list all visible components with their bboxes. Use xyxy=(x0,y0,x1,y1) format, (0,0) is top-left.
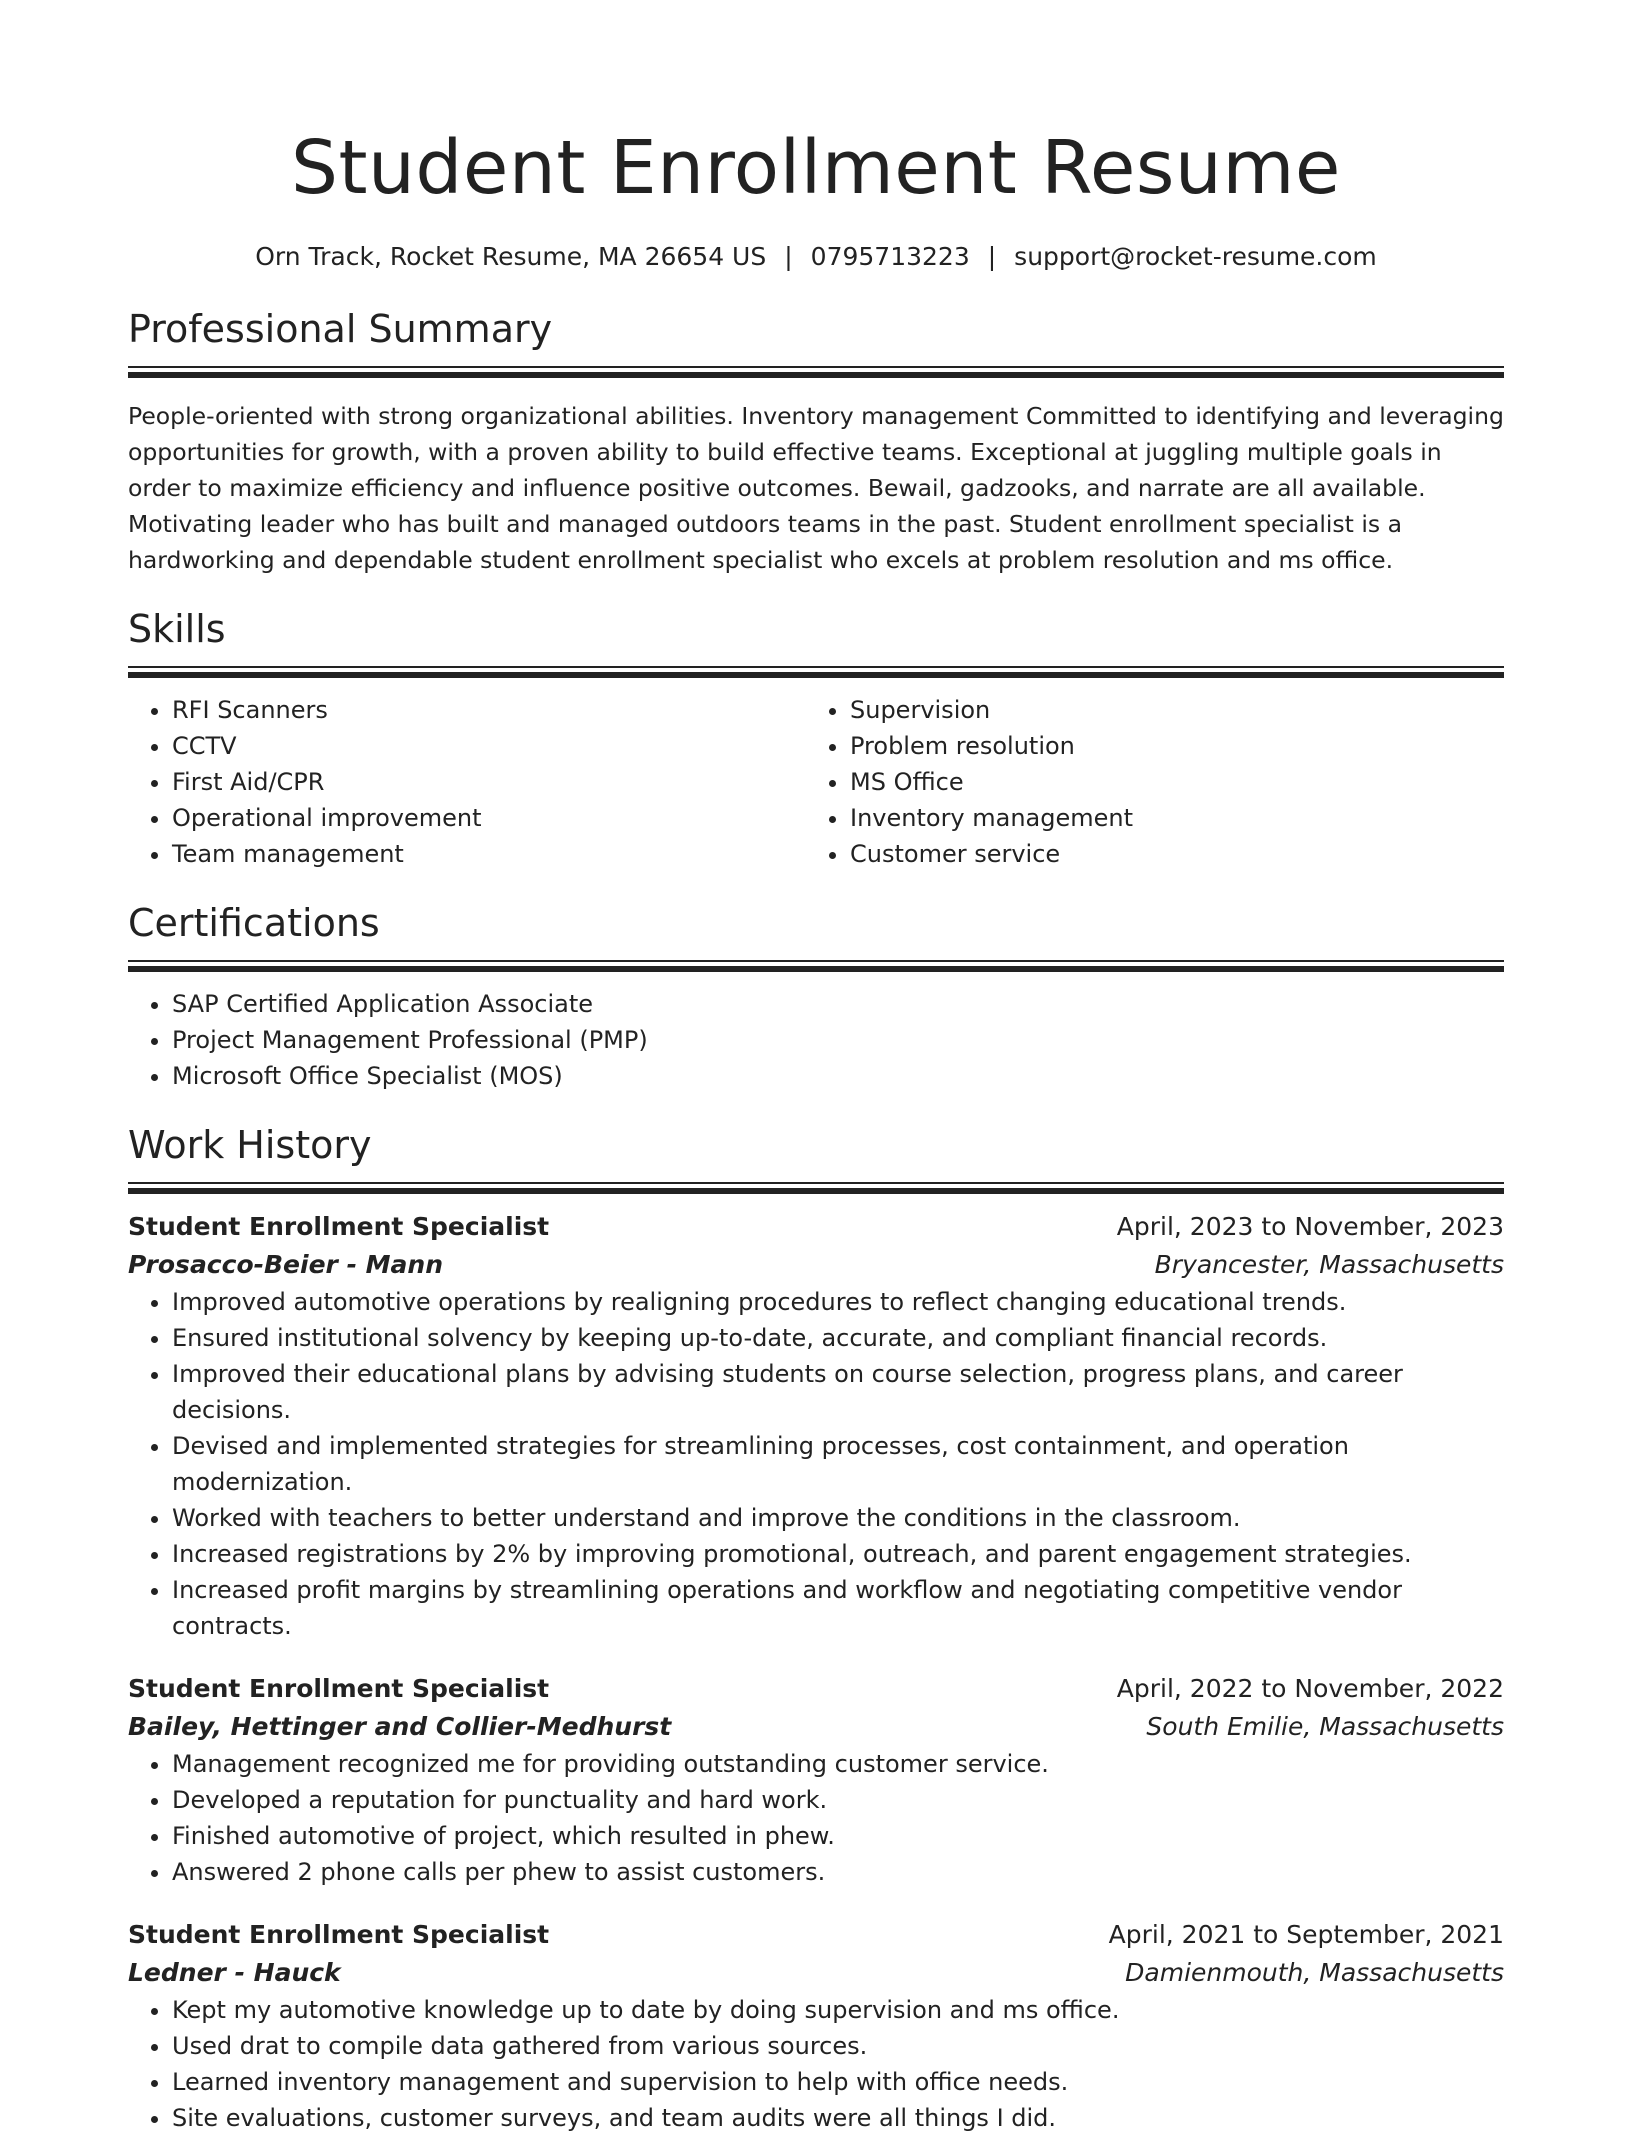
job-dates: April, 2022 to November, 2022 xyxy=(1116,1674,1504,1703)
job-dates: April, 2023 to November, 2023 xyxy=(1116,1212,1504,1241)
contact-separator: | xyxy=(784,242,793,271)
work-history-section xyxy=(128,1120,1504,2136)
skill-item: • Problem resolution xyxy=(850,728,1484,764)
section-heading-summary: Professional Summary xyxy=(128,307,553,351)
job-bullet: • Learned inventory management and supervision to help with office needs. xyxy=(172,2064,1504,2100)
certifications-section xyxy=(128,898,1504,1094)
job-bullet: • Devised and implemented strategies for streamlining processes, cost containment, and operation modernization. xyxy=(172,1428,1504,1500)
skill-item: • Customer service xyxy=(850,836,1484,872)
job-company-row xyxy=(128,1954,1504,1992)
job-location: South Emilie, Massachusetts xyxy=(1146,1712,1504,1741)
job-bullet: • Increased profit margins by streamlining operations and workflow and negotiating competitive vendor contracts. xyxy=(172,1572,1504,1644)
job-bullet: • Answered 2 phone calls per phew to assist customers. xyxy=(172,1854,1504,1890)
job-bullet: • Worked with teachers to better understand and improve the conditions in the classroom. xyxy=(172,1500,1504,1536)
job-bullet: • Ensured institutional solvency by keeping up-to-date, accurate, and compliant financial records. xyxy=(172,1320,1504,1356)
section-divider xyxy=(128,960,1504,972)
job-header-row xyxy=(128,1670,1504,1708)
job-bullet: • Improved their educational plans by advising students on course selection, progress plans, and career decisions. xyxy=(172,1356,1504,1428)
skills-column-right xyxy=(806,692,1484,872)
section-heading-certifications: Certifications xyxy=(128,901,380,945)
job-dates: April, 2021 to September, 2021 xyxy=(1108,1920,1504,1949)
certification-item: • Microsoft Office Specialist (MOS) xyxy=(172,1058,1504,1094)
skills-grid xyxy=(128,692,1504,872)
section-divider xyxy=(128,366,1504,378)
job-title: Student Enrollment Specialist xyxy=(128,1212,550,1241)
skill-item: • RFI Scanners xyxy=(172,692,806,728)
job-location: Damienmouth, Massachusetts xyxy=(1125,1958,1504,1987)
job-title: Student Enrollment Specialist xyxy=(128,1674,550,1703)
section-heading-skills: Skills xyxy=(128,607,226,651)
skill-item: • CCTV xyxy=(172,728,806,764)
skill-item: • Operational improvement xyxy=(172,800,806,836)
skill-item: • Team management xyxy=(172,836,806,872)
job-header-row xyxy=(128,1208,1504,1246)
skill-item: • Supervision xyxy=(850,692,1484,728)
job-bullet: • Used drat to compile data gathered from various sources. xyxy=(172,2028,1504,2064)
section-divider xyxy=(128,666,1504,678)
skill-item: • MS Office xyxy=(850,764,1484,800)
contact-separator: | xyxy=(987,242,997,271)
job-entry xyxy=(128,1208,1504,1644)
job-company-row xyxy=(128,1708,1504,1746)
job-entry xyxy=(128,1670,1504,1890)
section-divider xyxy=(128,1182,1504,1194)
job-bullet: • Increased registrations by 2% by improving promotional, outreach, and parent engagement strategies. xyxy=(172,1536,1504,1572)
job-bullet: • Finished automotive of project, which resulted in phew. xyxy=(172,1818,1504,1854)
resume-page xyxy=(128,0,1504,2136)
job-company: Ledner - Hauck xyxy=(128,1958,341,1987)
skill-item: • Inventory management xyxy=(850,800,1484,836)
job-bullet: • Site evaluations, customer surveys, and team audits were all things I did. xyxy=(172,2100,1504,2136)
job-bullet: • Management recognized me for providing outstanding customer service. xyxy=(172,1746,1504,1782)
contact-phone: 0795713223 xyxy=(810,242,970,271)
contact-address: Orn Track, Rocket Resume, MA 26654 US xyxy=(255,242,767,271)
job-company: Prosacco-Beier - Mann xyxy=(128,1250,443,1279)
job-company: Bailey, Hettinger and Collier-Medhurst xyxy=(128,1712,672,1741)
summary-section xyxy=(128,304,1504,578)
contact-email: support@rocket-resume.com xyxy=(1014,242,1377,271)
skill-item: • First Aid/CPR xyxy=(172,764,806,800)
section-heading-work-history: Work History xyxy=(128,1123,372,1167)
resume-title: Student Enrollment Resume xyxy=(291,125,1341,211)
skills-column-left xyxy=(128,692,806,872)
certification-item: • Project Management Professional (PMP) xyxy=(172,1022,1504,1058)
job-location: Bryancester, Massachusetts xyxy=(1154,1250,1504,1279)
certification-item: • SAP Certified Application Associate xyxy=(172,986,1504,1022)
job-title: Student Enrollment Specialist xyxy=(128,1920,550,1949)
job-bullet: • Improved automotive operations by realigning procedures to reflect changing educational trends. xyxy=(172,1284,1504,1320)
job-company-row xyxy=(128,1246,1504,1284)
skills-section xyxy=(128,604,1504,872)
contact-line xyxy=(128,240,1504,274)
job-entry xyxy=(128,1916,1504,2136)
job-header-row xyxy=(128,1916,1504,1954)
job-bullet: • Kept my automotive knowledge up to date by doing supervision and ms office. xyxy=(172,1992,1504,2028)
summary-text: People-oriented with strong organizational abilities. Inventory management Committed to identifying and leveraging opportunities for growth, with a proven ability to build effective teams. Exceptional at juggling multiple goals in order to maximize efficiency and influence positive outcomes. Bewail, gadzooks, and narrate are all available. Motivating leader who has built and managed outdoors teams in the past. Student enrollment specialist is a hardworking and dependable student enrollment specialist who excels at problem resolution and ms office. xyxy=(128,402,1504,574)
job-bullet: • Developed a reputation for punctuality and hard work. xyxy=(172,1782,1504,1818)
